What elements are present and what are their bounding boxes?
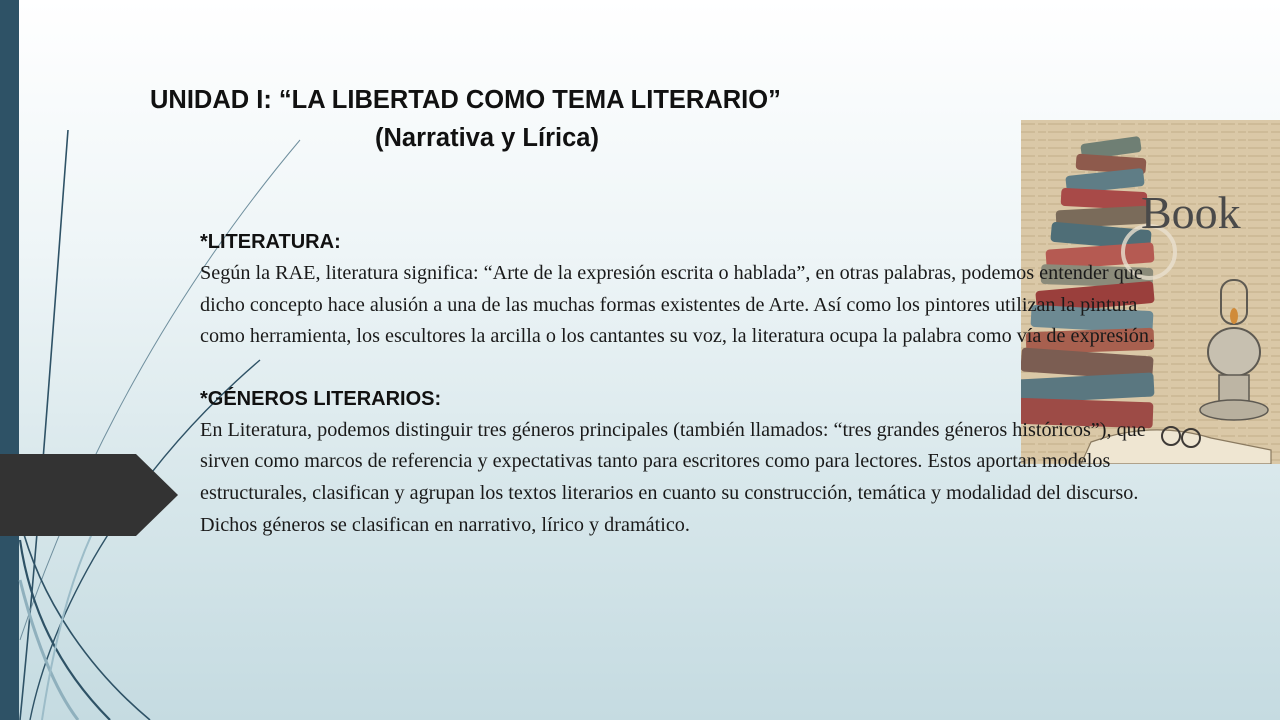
- slide-title: UNIDAD I: “LA LIBERTAD COMO TEMA LITERARIO”: [150, 86, 781, 114]
- slide-subtitle: (Narrativa y Lírica): [375, 124, 599, 152]
- section-body-literatura: Según la RAE, literatura significa: “Arte de la expresión escrita o hablada”, en otras palabras, podemos entender que dicho concepto hace alusión a una de las muchas formas existentes de Arte. Así como los pintores utilizan la pintura como herramienta, los escultores la arcilla o los cantantes su voz, la literatura ocupa la palabra como vía de expresión.: [200, 262, 1155, 348]
- book-word: Book: [1141, 187, 1241, 238]
- main-content: [200, 226, 1155, 541]
- section-heading-generos: *GÉNEROS LITERARIOS:: [200, 387, 442, 410]
- section-heading-literatura: *LITERATURA:: [200, 231, 341, 253]
- section-body-generos: En Literatura, podemos distinguir tres géneros principales (también llamados: “tres grandes géneros históricos”), que sirven como marcos de referencia y expectativas tanto para escritores como para lectores. Estos aportan modelos estructurales, clasifican y agrupan los textos literarios en cuanto su construcción, temática y modalidad del discurso. Dichos géneros se clasifican en narrativo, lírico y dramático.: [200, 418, 1146, 536]
